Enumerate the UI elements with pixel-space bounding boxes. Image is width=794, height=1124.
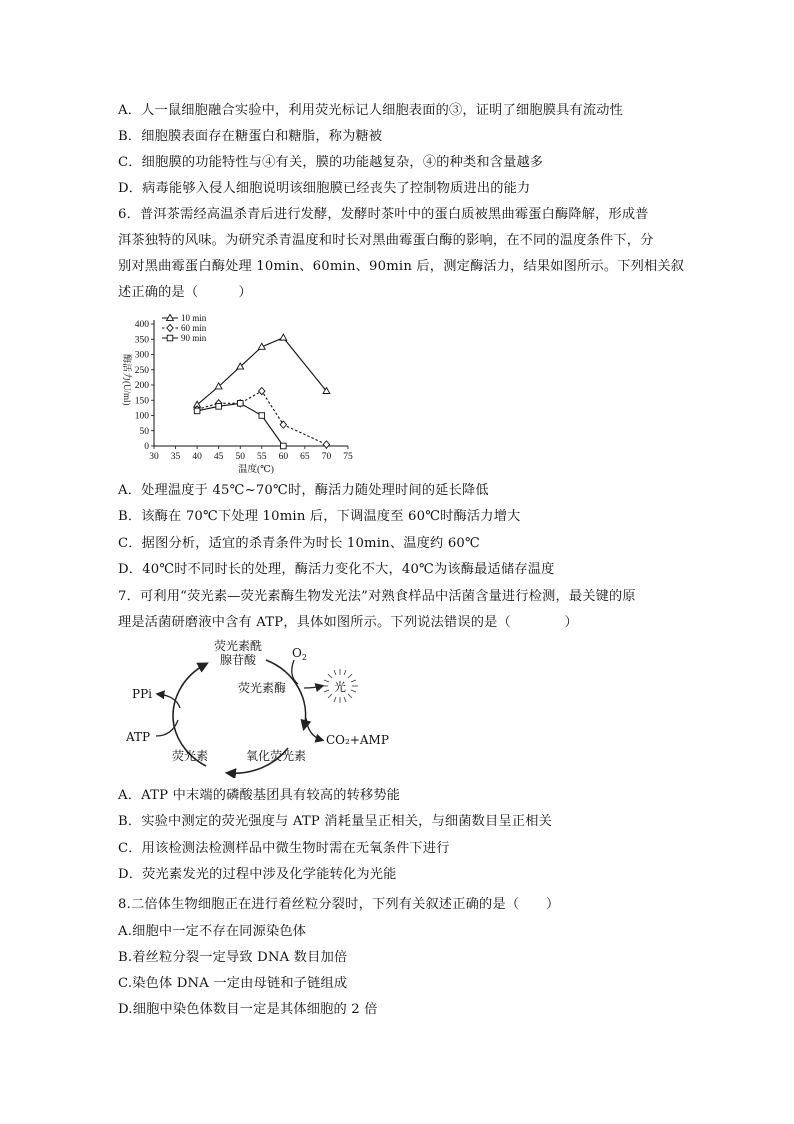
chart-x-tick-label: 70 (321, 452, 332, 462)
cycle-svg (118, 638, 418, 778)
chart-x-tick-label: 35 (170, 452, 181, 462)
q6-option-c: C．据图分析，适宜的杀青条件为时长 10min、温度约 60℃ (118, 536, 480, 551)
q6-stem-line3: 别对黑曲霉蛋白酶处理 10min、60min、90min 后，测定酶活力，结果如图所示。下列相关叙 (118, 259, 685, 274)
luciferase-label: 荧光素酶 (238, 681, 287, 695)
chart-point-triangle (280, 334, 287, 340)
q7-option-a: A．ATP 中末端的磷酸基团具有较高的转移势能 (118, 788, 401, 803)
chart-x-ticks (149, 446, 353, 462)
chart-x-tick-label: 55 (257, 452, 267, 462)
chart-x-tick-label: 30 (149, 452, 159, 462)
luciferase-cycle-diagram (118, 638, 418, 778)
legend-label: 90 min (181, 333, 207, 343)
chart-series-line (197, 403, 283, 446)
q8-stem: 8.二倍体生物细胞正在进行着丝粒分裂时，下列有关叙述正确的是（ ） (118, 897, 560, 912)
q6-stem-line1: 6．普洱茶需经高温杀青后进行发酵，发酵时茶叶中的蛋白质被黑曲霉蛋白酶降解，形成普 (118, 207, 649, 222)
chart-y-tick-label: 300 (134, 350, 149, 361)
chart-x-tick-label: 40 (192, 452, 202, 462)
chart-x-tick-label: 65 (300, 452, 310, 462)
chart-legend (162, 313, 207, 343)
light-output-arrow (304, 686, 322, 688)
chart-y-axis-label: 酶活力(U/ml) (122, 354, 132, 406)
q6-stem-line4: 述正确的是（ ） (118, 285, 252, 300)
q6-stem-line2: 洱茶独特的风味。为研究杀青温度和时长对黑曲霉蛋白酶的影响，在不同的温度条件下，分 (118, 233, 654, 248)
chart-series-2 (194, 401, 286, 449)
luciferyl-adenylate-label-1: 荧光素酰 (214, 639, 263, 653)
chart-y-tick-label: 0 (144, 442, 149, 452)
chart-point-diamond (167, 324, 173, 331)
q8-option-a: A.细胞中一定不存在同源染色体 (118, 924, 307, 939)
co2-output-arrow (306, 718, 322, 740)
chart-point-square (167, 335, 173, 341)
legend-label: 10 min (181, 313, 207, 323)
light-label: 光 (334, 680, 347, 694)
chart-y-tick-label: 100 (134, 411, 149, 422)
q6-option-a: A．处理温度于 45℃~70℃时，酶活力随处理时间的延长降低 (118, 483, 489, 498)
q7-option-d: D．荧光素发光的过程中涉及化学能转化为光能 (118, 867, 397, 882)
q5-option-a: A．人一鼠细胞融合实验中，利用荧光标记人细胞表面的③，证明了细胞膜具有流动性 (118, 103, 624, 118)
chart-y-tick-label: 250 (134, 365, 149, 376)
chart-point-square (194, 408, 200, 414)
chart-series-group (194, 334, 330, 449)
ppi-label: PPi (132, 687, 152, 701)
chart-point-square (216, 404, 222, 410)
cycle-arc-top-left (173, 664, 206, 726)
chart-y-tick-label: 400 (134, 320, 149, 330)
chart-y-tick-label: 150 (134, 396, 149, 407)
o2-label: $O_2$ (292, 646, 307, 662)
chart-svg (118, 312, 358, 476)
chart-x-tick-label: 60 (278, 452, 289, 462)
chart-x-tick-label: 45 (213, 452, 224, 462)
q5-option-c: C．细胞膜的功能特性与④有关，膜的功能越复杂，④的种类和含量越多 (118, 155, 544, 170)
chart-x-tick-label: 75 (343, 452, 353, 462)
enzyme-activity-chart (118, 312, 358, 476)
chart-x-tick-label: 50 (235, 452, 245, 462)
q8-option-b: B.着丝粒分裂一定导致 DNA 数目加倍 (118, 950, 348, 965)
chart-point-square (281, 443, 287, 449)
q7-stem-line1: 7．可利用“荧光素—荧光素酶生物发光法”对熟食样品中活菌含量进行检测，最关键的原 (118, 589, 636, 604)
co2-amp-label: CO₂+AMP (326, 733, 389, 747)
chart-y-tick-label: 200 (134, 381, 149, 391)
chart-y-tick-label: 350 (134, 335, 149, 346)
q8-option-d: D.细胞中染色体数目一定是其体细胞的 2 倍 (118, 1002, 378, 1017)
q6-option-d: D．40℃时不同时长的处理，酶活力变化不大，40℃为该酶最适储存温度 (118, 562, 555, 577)
chart-y-tick-label: 50 (139, 426, 149, 437)
luciferyl-adenylate-label-2: 腺苷酸 (220, 653, 257, 667)
chart-y-ticks (135, 320, 154, 452)
chart-series-0 (194, 334, 330, 407)
q7-option-c: C．用该检测法检测样品中微生物时需在无氧条件下进行 (118, 841, 450, 856)
chart-x-axis-label: 温度(℃) (238, 465, 274, 475)
legend-label: 60 min (181, 323, 207, 333)
q8-option-c: C.染色体 DNA 一定由母链和子链组成 (118, 976, 348, 991)
atp-label: ATP (126, 730, 151, 744)
q6-option-b: B．该酶在 70℃下处理 10min 后，下调温度至 60℃时酶活力增大 (118, 509, 521, 524)
chart-point-square (259, 413, 265, 419)
chart-point-diamond (323, 441, 329, 448)
q5-option-d: D．病毒能够入侵人细胞说明该细胞膜已经丧失了控制物质进出的能力 (118, 181, 531, 196)
oxyluciferin-label: 氧化荧光素 (246, 749, 307, 763)
luciferin-label: 荧光素 (172, 749, 209, 763)
chart-point-triangle (167, 314, 174, 320)
q5-option-b: B．细胞膜表面存在糖蛋白和糖脂，称为糖被 (118, 129, 383, 144)
chart-point-square (237, 401, 243, 407)
q7-option-b: B．实验中测定的荧光强度与 ATP 消耗量呈正相关，与细菌数目呈正相关 (118, 814, 552, 829)
q7-stem-line2: 理是活菌研磨液中含有 ATP，具体如图所示。下列说法错误的是（ ） (118, 615, 578, 630)
